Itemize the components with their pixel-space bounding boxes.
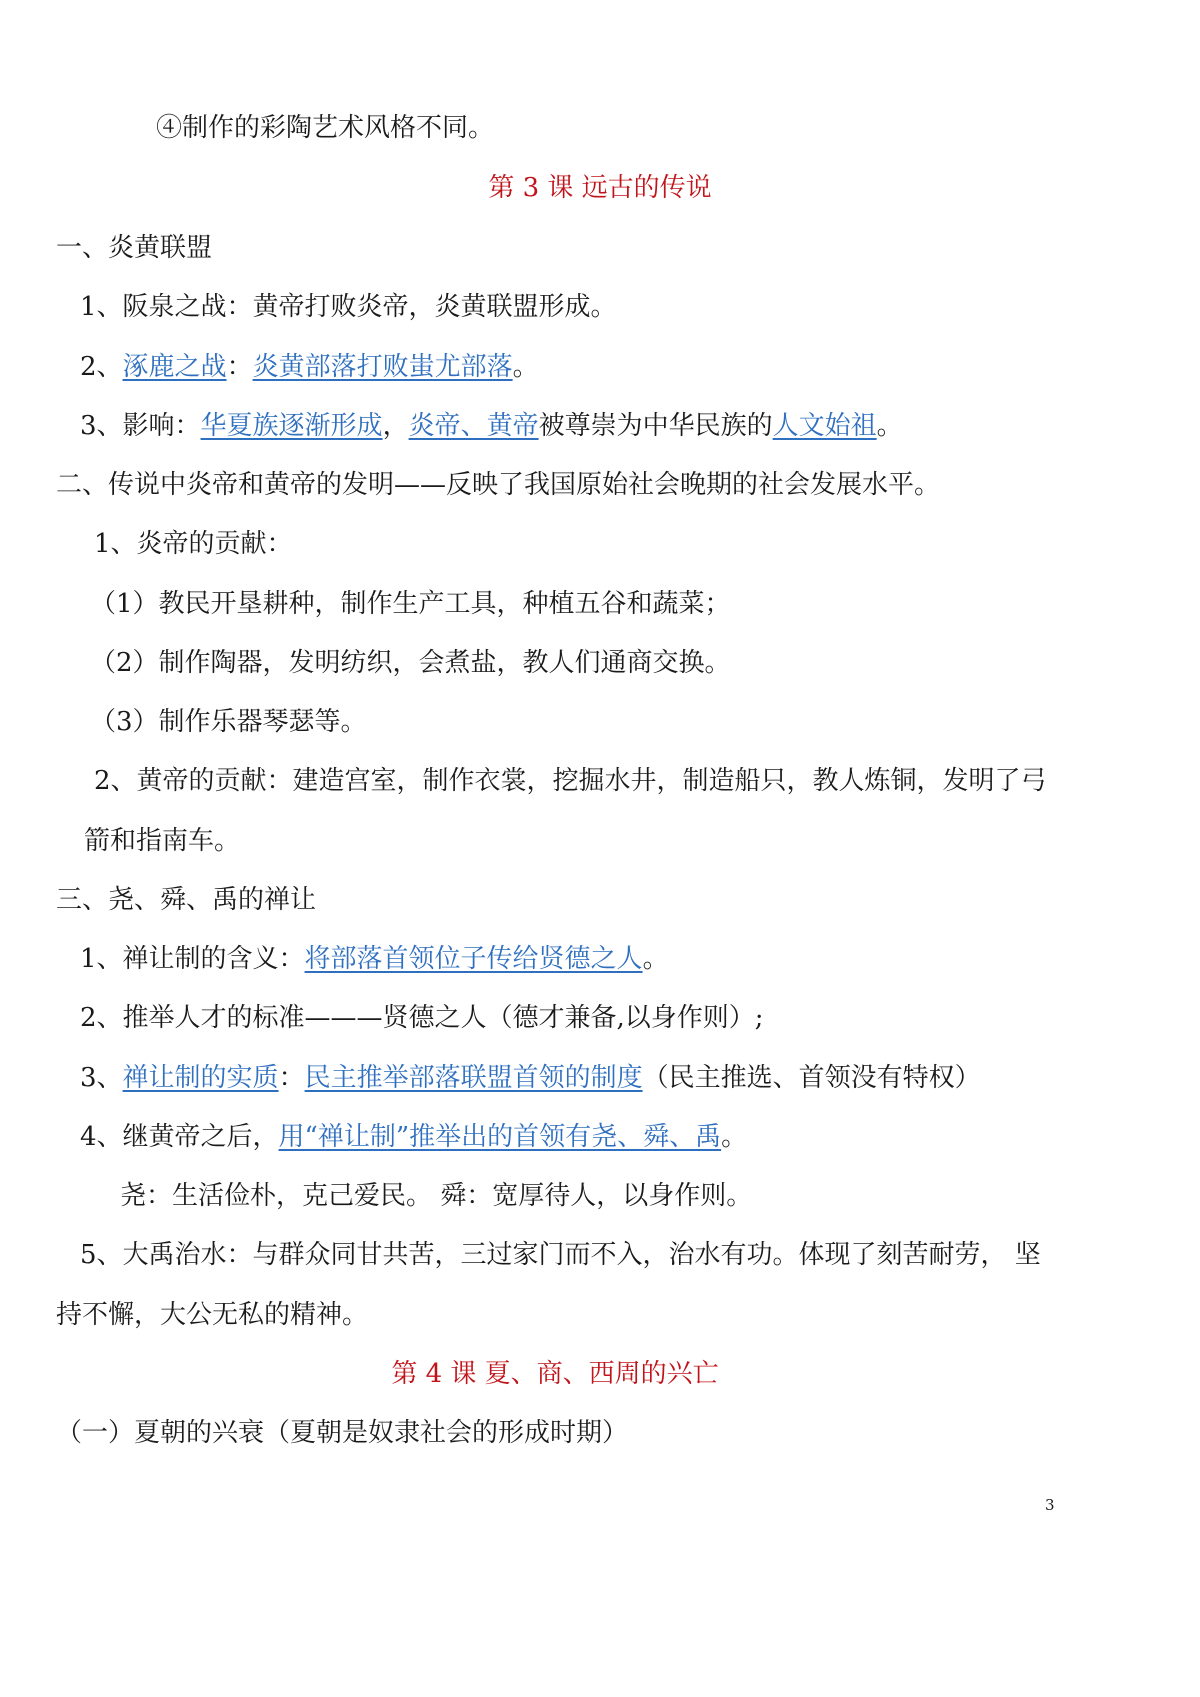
section-heading	[56, 1415, 628, 1451]
text-line	[80, 1000, 764, 1036]
highlight-text: 用“禅让制”推举出的首领有尧、舜、禹	[278, 1122, 722, 1152]
text-line	[84, 823, 240, 859]
text: 2、黄帝的贡献：建造宫室，制作衣裳，挖掘水井，制造船只，教人炼铜，发明了弓	[94, 766, 1047, 796]
section-heading	[56, 230, 212, 266]
text: 3、	[80, 1063, 123, 1093]
text: ：	[226, 352, 253, 382]
text-line	[156, 110, 494, 146]
highlight-text: 将部落首领位子传给贤德之人	[304, 944, 643, 974]
text: （2）制作陶器，发明纺织，会煮盐，教人们通商交换。	[90, 648, 731, 678]
highlight-text: 华夏族逐渐形成	[200, 411, 383, 441]
text: （1）教民开垦耕种，制作生产工具，种植五谷和蔬菜；	[90, 589, 731, 619]
text-line	[94, 763, 1047, 799]
text: 。	[512, 352, 539, 382]
text: 3、影响：	[80, 411, 201, 441]
text-line	[80, 1237, 1041, 1273]
text: ④制作的彩陶艺术风格不同。	[156, 113, 495, 143]
section-heading	[56, 467, 940, 503]
text-line	[80, 289, 617, 325]
text: 尧：生活俭朴，克己爱民。 舜：宽厚待人，以身作则。	[120, 1181, 753, 1211]
text: 2、推举人才的标准———贤德之人（德才兼备,以身作则）;	[80, 1003, 764, 1033]
text-line	[80, 1119, 747, 1155]
text: 5、大禹治水：与群众同甘共苦，三过家门而不入，治水有功。体现了刻苦耐劳， 坚	[80, 1240, 1041, 1270]
text: 二、传说中炎帝和黄帝的发明——反映了我国原始社会晚期的社会发展水平。	[56, 470, 941, 500]
text: ：	[278, 1063, 305, 1093]
section-heading	[56, 882, 316, 918]
text-line	[80, 1060, 981, 1096]
text-line	[90, 645, 731, 681]
lesson-title-3	[0, 170, 1200, 206]
text: 4、继黄帝之后，	[80, 1122, 279, 1152]
text: ，	[382, 411, 409, 441]
text: 2、	[80, 352, 123, 382]
text: （民主推选、首领没有特权）	[642, 1063, 981, 1093]
highlight-text: 禅让制的实质	[122, 1063, 279, 1093]
text: （3）制作乐器琴瑟等。	[90, 707, 367, 737]
text: 被尊崇为中华民族的	[538, 411, 773, 441]
text: 1、阪泉之战：黄帝打败炎帝，炎黄联盟形成。	[80, 292, 617, 322]
text: （一）夏朝的兴衰（夏朝是奴隶社会的形成时期）	[56, 1418, 629, 1448]
text: 持不懈，大公无私的精神。	[56, 1300, 369, 1330]
lesson-title-4	[0, 1356, 1110, 1392]
text: 。	[876, 411, 903, 441]
text: 。	[642, 944, 669, 974]
highlight-text: 炎黄部落打败蚩尤部落	[252, 352, 513, 382]
page-number: 3	[1045, 1496, 1055, 1514]
text-line	[56, 1297, 368, 1333]
highlight-text: 炎帝、黄帝	[408, 411, 539, 441]
text-line	[120, 1178, 752, 1214]
text-line	[80, 349, 539, 385]
title-text: 第 4 课 夏、商、西周的兴亡	[391, 1359, 719, 1389]
text: 三、尧、舜、禹的禅让	[56, 885, 317, 915]
highlight-text: 民主推举部落联盟首领的制度	[304, 1063, 643, 1093]
highlight-text: 涿鹿之战	[122, 352, 227, 382]
title-text: 第 3 课 远古的传说	[488, 173, 712, 203]
highlight-text: 人文始祖	[772, 411, 877, 441]
text-line	[80, 941, 669, 977]
text: 箭和指南车。	[84, 826, 241, 856]
text-line	[94, 526, 293, 562]
text-line	[80, 408, 903, 444]
text: 。	[721, 1122, 748, 1152]
text-line	[90, 704, 367, 740]
text: 1、炎帝的贡献：	[94, 529, 293, 559]
text: 1、禅让制的含义：	[80, 944, 305, 974]
text-line	[90, 586, 731, 622]
text: 一、炎黄联盟	[56, 233, 213, 263]
